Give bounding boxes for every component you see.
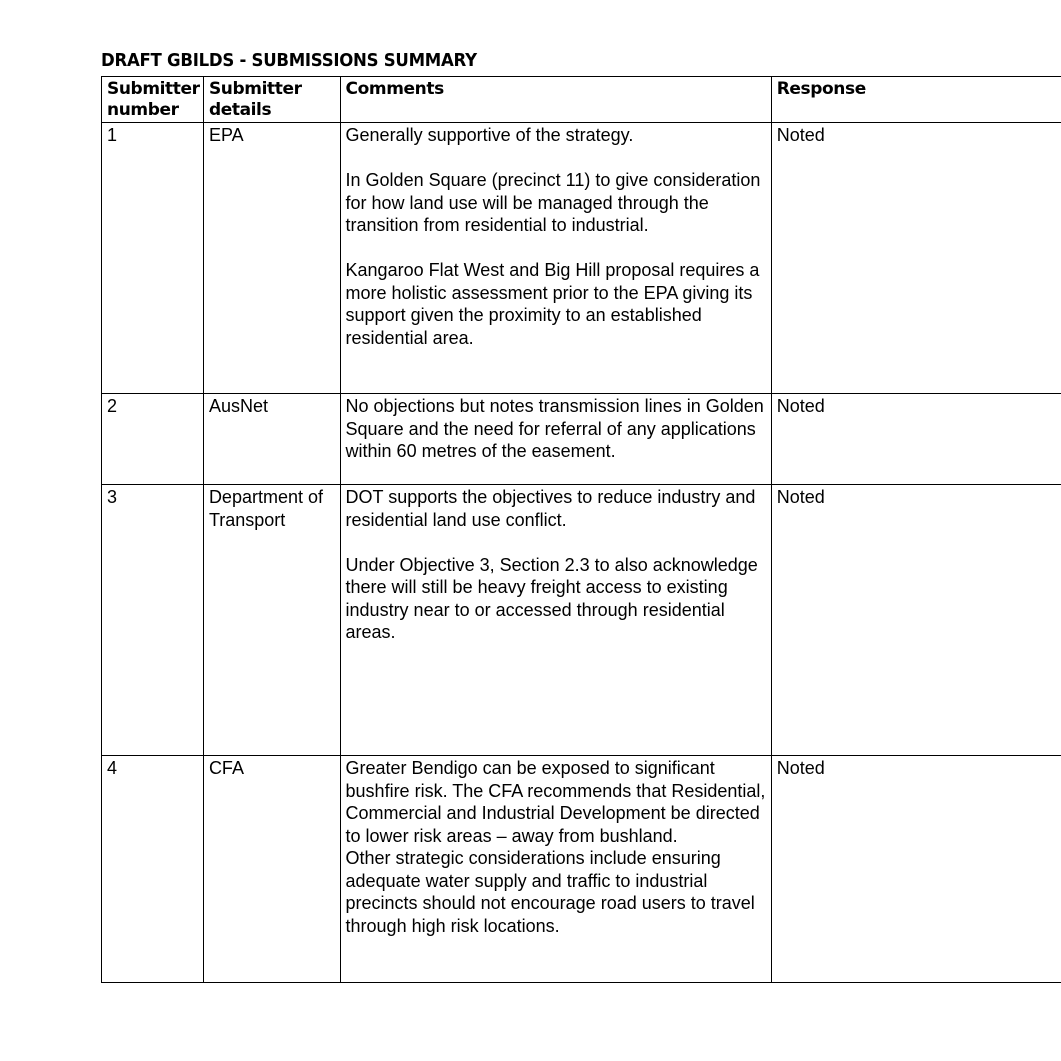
comments-cell bbox=[340, 123, 771, 394]
header-submitter-number: Submitter number bbox=[102, 77, 204, 123]
table-row bbox=[102, 123, 1061, 394]
comment-paragraph: In Golden Square (precinct 11) to give consideration for how land use will be managed through the transition from residential to industrial. bbox=[345, 170, 761, 235]
comment-paragraph: Generally supportive of the strategy. bbox=[345, 125, 634, 145]
comments-cell bbox=[340, 485, 771, 756]
submitter-details: AusNet bbox=[203, 394, 340, 485]
table-row bbox=[102, 756, 1061, 983]
header-submitter-details: Submitter details bbox=[203, 77, 340, 123]
submitter-number: 4 bbox=[102, 756, 204, 983]
submissions-table bbox=[101, 76, 1061, 983]
document-title: DRAFT GBILDS - SUBMISSIONS SUMMARY bbox=[101, 50, 477, 71]
submitter-details: CFA bbox=[203, 756, 340, 983]
comment-paragraph: Greater Bendigo can be exposed to significant bushfire risk. The CFA recommends that Residential, Commercial and Industrial Development be directed to lower risk areas – away from bushland. bbox=[345, 758, 766, 846]
header-comments: Comments bbox=[340, 77, 771, 123]
response-cell: Noted bbox=[771, 485, 1061, 756]
submitter-details: Department of Transport bbox=[203, 485, 340, 756]
response-cell: Noted bbox=[771, 756, 1061, 983]
header-response: Response bbox=[771, 77, 1061, 123]
comments-cell bbox=[340, 394, 771, 485]
comment-paragraph: DOT supports the objectives to reduce industry and residential land use conflict. bbox=[345, 487, 756, 530]
comment-paragraph: Kangaroo Flat West and Big Hill proposal requires a more holistic assessment prior to the EPA giving its support given the proximity to an established residential area. bbox=[345, 260, 760, 348]
response-cell: Noted bbox=[771, 123, 1061, 394]
submitter-number: 2 bbox=[102, 394, 204, 485]
submitter-number: 1 bbox=[102, 123, 204, 394]
submitter-details: EPA bbox=[203, 123, 340, 394]
response-cell: Noted bbox=[771, 394, 1061, 485]
table-row bbox=[102, 394, 1061, 485]
comment-paragraph: No objections but notes transmission lines in Golden Square and the need for referral of any applications within 60 metres of the easement. bbox=[345, 396, 764, 461]
table-row bbox=[102, 485, 1061, 756]
submitter-number: 3 bbox=[102, 485, 204, 756]
comment-paragraph: Under Objective 3, Section 2.3 to also acknowledge there will still be heavy freight access to existing industry near to or accessed through residential areas. bbox=[345, 554, 758, 642]
comments-cell bbox=[340, 756, 771, 983]
comment-paragraph: Other strategic considerations include ensuring adequate water supply and traffic to industrial precincts should not encourage road users to travel through high risk locations. bbox=[345, 848, 755, 936]
table-header-row bbox=[102, 77, 1061, 123]
